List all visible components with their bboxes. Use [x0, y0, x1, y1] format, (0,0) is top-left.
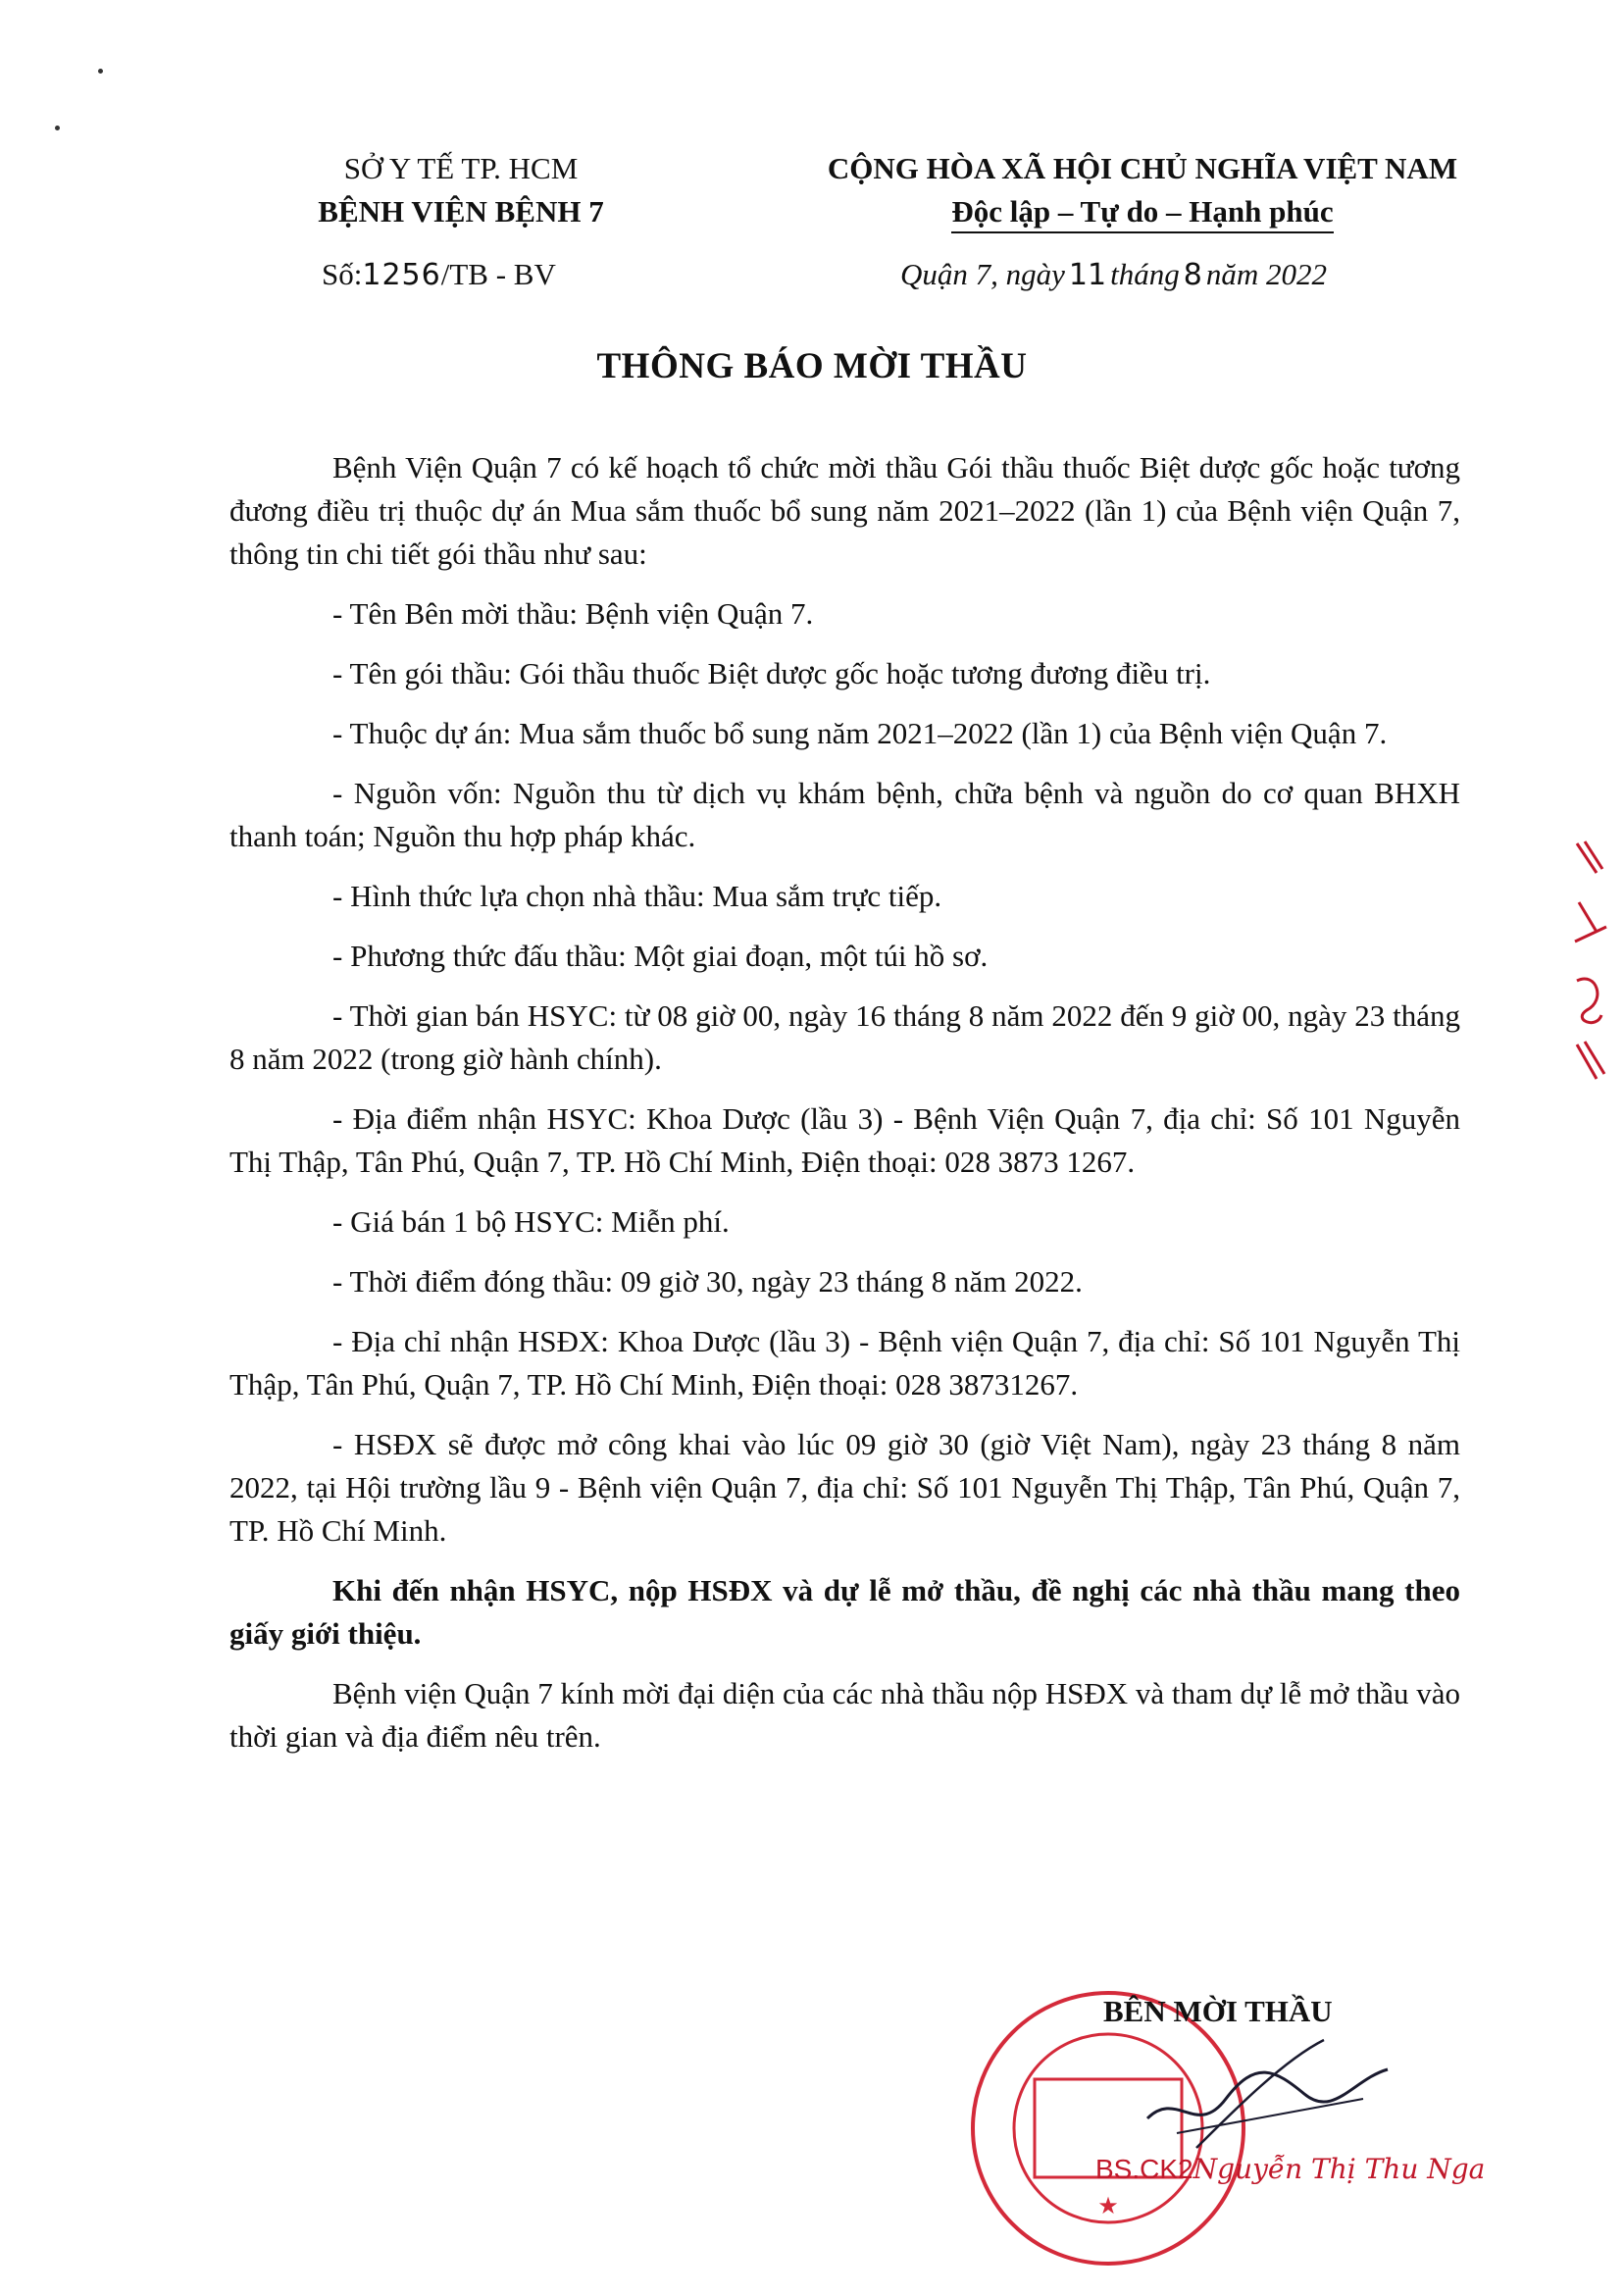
document-number-handwritten: 1256	[362, 258, 441, 292]
document-number-prefix: Số:	[322, 257, 363, 291]
side-annotation-mark	[1567, 834, 1611, 1089]
signer-title: BÊN MỜI THẦU	[1103, 1994, 1333, 2028]
info-item: - Địa chỉ nhận HSĐX: Khoa Dược (lầu 3) - Bệnh viện Quận 7, địa chỉ: Số 101 Nguyễn Thị Thập, Tân Phú, Quận 7, TP. Hồ Chí Minh, Điện thoại: 028 38731267.	[229, 1324, 1460, 1402]
info-item: - Tên Bên mời thầu: Bệnh viện Quận 7.	[332, 596, 814, 631]
date-part-1: Quận 7, ngày	[900, 257, 1065, 291]
national-header	[794, 147, 1491, 233]
intro-paragraph: Bệnh Viện Quận 7 có kế hoạch tổ chức mời thầu Gói thầu thuốc Biệt dược gốc hoặc tương đương điều trị thuộc dự án Mua sắm thuốc bổ sung năm 2021–2022 (lần 1) của Bệnh viện Quận 7, thông tin chi tiết gói thầu như sau:	[229, 450, 1460, 571]
info-item: - Phương thức đấu thầu: Một giai đoạn, một túi hồ sơ.	[332, 939, 989, 973]
info-item: - Thuộc dự án: Mua sắm thuốc bổ sung năm 2021–2022 (lần 1) của Bệnh viện Quận 7.	[332, 716, 1388, 750]
scan-speck	[98, 69, 103, 74]
department-name: SỞ Y TẾ TP. HCM	[343, 151, 579, 185]
country-name: CỘNG HÒA XÃ HỘI CHỦ NGHĨA VIỆT NAM	[827, 151, 1458, 185]
document-number-suffix: /TB - BV	[440, 257, 556, 291]
closing-paragraph: Bệnh viện Quận 7 kính mời đại diện của các nhà thầu nộp HSĐX và tham dự lễ mở thầu vào thời gian và địa điểm nêu trên.	[229, 1676, 1460, 1754]
national-motto: Độc lập – Tự do – Hạnh phúc	[951, 192, 1333, 233]
info-item: - Giá bán 1 bộ HSYC: Miễn phí.	[332, 1204, 730, 1239]
issue-date	[900, 257, 1327, 292]
info-item: - HSĐX sẽ được mở công khai vào lúc 09 giờ 30 (giờ Việt Nam), ngày 23 tháng 8 năm 2022, tại Hội trường lầu 9 - Bệnh viện Quận 7, địa chỉ: Số 101 Nguyễn Thị Thập, Tân Phú, Quận 7, TP. Hồ Chí Minh.	[229, 1427, 1460, 1548]
signer-name	[1095, 2153, 1485, 2185]
info-item: - Hình thức lựa chọn nhà thầu: Mua sắm trực tiếp.	[332, 879, 942, 913]
date-part-2: tháng	[1110, 257, 1180, 291]
bold-notice: Khi đến nhận HSYC, nộp HSĐX và dự lễ mở thầu, đề nghị các nhà thầu mang theo giấy giới thiệu.	[229, 1573, 1460, 1651]
svg-text:★: ★	[1097, 2192, 1119, 2219]
info-item: - Địa điểm nhận HSYC: Khoa Dược (lầu 3) - Bệnh Viện Quận 7, địa chỉ: Số 101 Nguyễn Thị Thập, Tân Phú, Quận 7, TP. Hồ Chí Minh, Điện thoại: 028 3873 1267.	[229, 1101, 1460, 1179]
scan-speck	[55, 126, 60, 130]
date-day-handwritten: 11	[1068, 258, 1107, 292]
document-title: THÔNG BÁO MỜI THẦU	[596, 346, 1028, 386]
date-month-handwritten: 8	[1183, 258, 1202, 292]
info-item: - Thời điểm đóng thầu: 09 giờ 30, ngày 23 tháng 8 năm 2022.	[332, 1264, 1083, 1299]
issuer-header	[294, 147, 628, 233]
info-item: - Tên gói thầu: Gói thầu thuốc Biệt dược gốc hoặc tương đương điều trị.	[332, 656, 1211, 690]
organization-name: BỆNH VIỆN BỆNH 7	[318, 194, 604, 229]
document-body	[229, 446, 1460, 1775]
signer-name-handwritten: Nguyễn Thị Thu Nga	[1193, 2153, 1486, 2185]
document-number	[322, 257, 556, 292]
info-item: - Thời gian bán HSYC: từ 08 giờ 00, ngày 16 tháng 8 năm 2022 đến 9 giờ 00, ngày 23 tháng 8 năm 2022 (trong giờ hành chính).	[229, 998, 1460, 1076]
info-item: - Nguồn vốn: Nguồn thu từ dịch vụ khám bệnh, chữa bệnh và nguồn do cơ quan BHXH thanh toán; Nguồn thu hợp pháp khác.	[229, 776, 1460, 853]
date-part-3: năm 2022	[1205, 257, 1327, 291]
signer-name-prefix: BS.CK2	[1095, 2154, 1193, 2184]
